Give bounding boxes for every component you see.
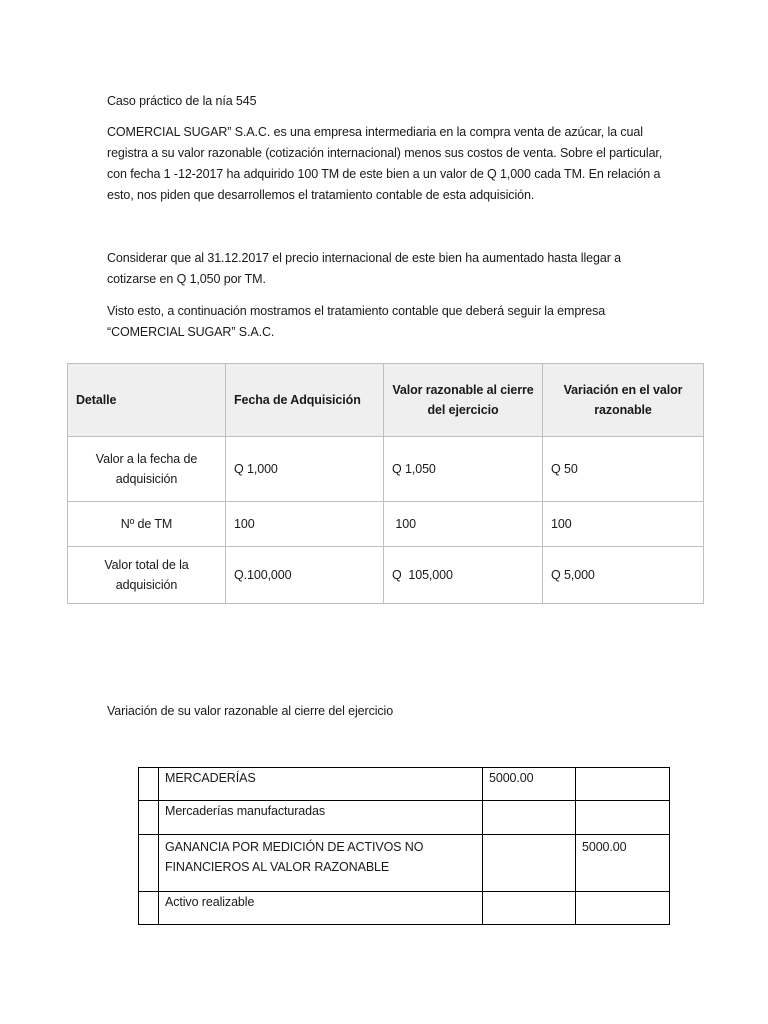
- table-cell: 100: [226, 502, 384, 547]
- journal-row: [139, 835, 670, 892]
- intro-paragraph: COMERCIAL SUGAR” S.A.C. es una empresa intermediaria en la compra venta de azúcar, la cual registra a su valor razonable (cotización internacional) menos sus costos de venta. Sobre el particular, con fecha 1 -12-2017 ha adquirido 100 TM de este bien a un valor de Q 1,000 cada TM. En relación a esto, nos piden que desarrollemos el tratamiento contable de esta adquisición.: [107, 125, 663, 202]
- account-cell: GANANCIA POR MEDICIÓN DE ACTIVOS NO FINANCIEROS AL VALOR RAZONABLE: [159, 835, 483, 892]
- account-cell: MERCADERÍAS: [159, 768, 483, 801]
- header-cell: Variación en el valor razonable: [543, 364, 704, 437]
- account-cell: Activo realizable: [159, 892, 483, 925]
- journal-index-cell: [139, 801, 159, 835]
- journal-row: [139, 892, 670, 925]
- treatment-paragraph: Visto esto, a continuación mostramos el tratamiento contable que deberá seguir la empresa “COMERCIAL SUGAR” S.A.C.: [107, 304, 606, 339]
- credit-cell: [576, 801, 670, 835]
- table-row: [68, 502, 704, 547]
- table-cell: Q 5,000: [543, 547, 704, 604]
- table-row: [68, 437, 704, 502]
- row-label: Nº de TM: [68, 502, 226, 547]
- journal-row: [139, 768, 670, 801]
- header-cell: Fecha de Adquisición: [226, 364, 384, 437]
- header-cell: Detalle: [68, 364, 226, 437]
- debit-cell: 5000.00: [483, 768, 576, 801]
- table-cell: 100: [543, 502, 704, 547]
- journal-index-cell: [139, 768, 159, 801]
- valuation-table: [67, 363, 704, 604]
- price-paragraph: Considerar que al 31.12.2017 el precio internacional de este bien ha aumentado hasta llegar a cotizarse en Q 1,050 por TM.: [107, 251, 621, 286]
- document-title: Caso práctico de la nía 545: [107, 94, 257, 108]
- table-cell: Q 1,050: [384, 437, 543, 502]
- table-cell: 100: [384, 502, 543, 547]
- debit-cell: [483, 835, 576, 892]
- table-header-row: [68, 364, 704, 437]
- table-cell: Q 105,000: [384, 547, 543, 604]
- row-label: Valor total de la adquisición: [68, 547, 226, 604]
- credit-cell: 5000.00: [576, 835, 670, 892]
- table-cell: Q.100,000: [226, 547, 384, 604]
- table-cell: Q 50: [543, 437, 704, 502]
- debit-cell: [483, 892, 576, 925]
- journal-entry-table: [138, 767, 670, 925]
- section-title: Variación de su valor razonable al cierre del ejercicio: [107, 704, 394, 718]
- credit-cell: [576, 768, 670, 801]
- journal-index-cell: [139, 892, 159, 925]
- row-label: Valor a la fecha de adquisición: [68, 437, 226, 502]
- table-row: [68, 547, 704, 604]
- header-cell: Valor razonable al cierre del ejercicio: [384, 364, 543, 437]
- journal-row: [139, 801, 670, 835]
- account-cell: Mercaderías manufacturadas: [159, 801, 483, 835]
- journal-index-cell: [139, 835, 159, 892]
- table-cell: Q 1,000: [226, 437, 384, 502]
- credit-cell: [576, 892, 670, 925]
- debit-cell: [483, 801, 576, 835]
